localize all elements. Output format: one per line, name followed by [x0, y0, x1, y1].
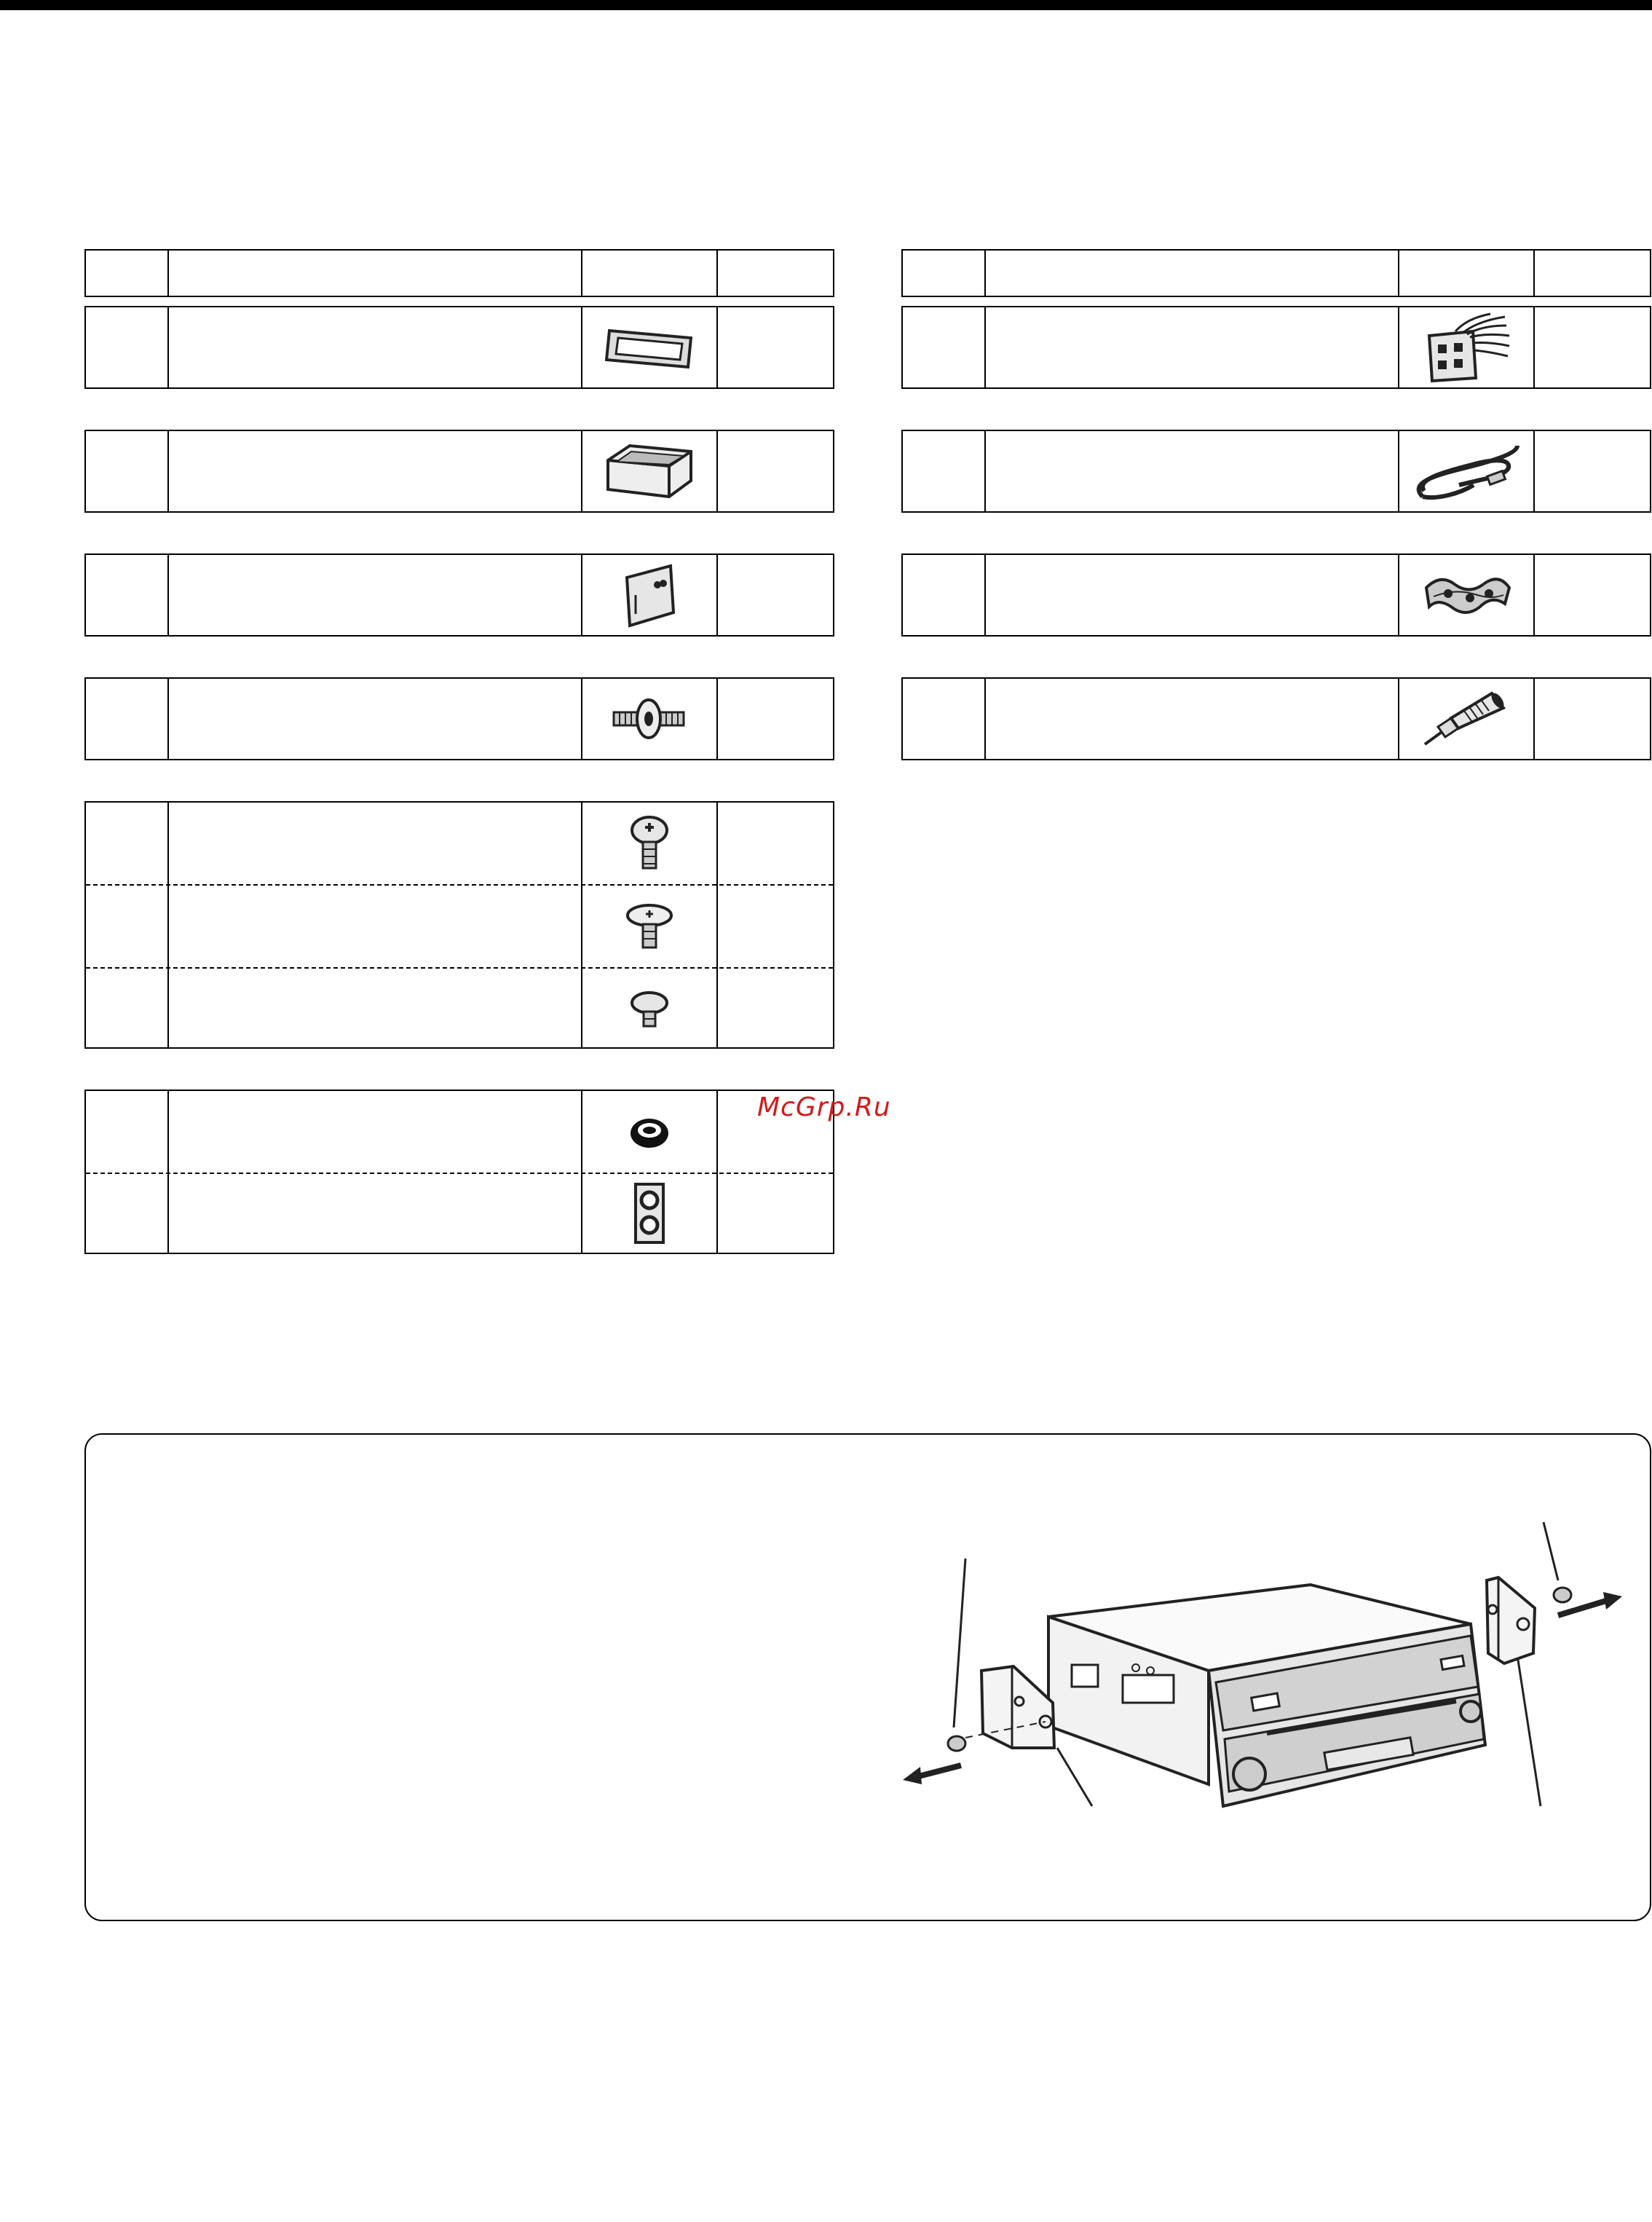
- row-separator: [86, 1173, 833, 1174]
- col-divider: [716, 307, 718, 387]
- col-divider: [716, 555, 718, 635]
- table-wiring-harness: [901, 306, 1651, 389]
- row-separator: [86, 967, 833, 969]
- lock-plate-icon: [582, 555, 716, 635]
- col-divider: [167, 307, 169, 387]
- table-antenna-adapter: [901, 677, 1651, 760]
- row-separator: [86, 884, 833, 886]
- cable-cord-icon: [1399, 431, 1533, 511]
- flat-head-screw-icon: [582, 886, 716, 967]
- col-divider: [716, 431, 718, 511]
- col-divider: [984, 307, 986, 387]
- table-rubber-parts: [84, 1090, 834, 1254]
- col-divider: [716, 1091, 718, 1253]
- col-divider: [984, 679, 986, 759]
- col-divider: [984, 251, 986, 296]
- top-rule: [0, 0, 1652, 10]
- table-screws: [84, 801, 834, 1049]
- col-divider: [167, 251, 169, 296]
- col-divider: [167, 555, 169, 635]
- table-cable: [901, 430, 1651, 513]
- col-divider: [167, 431, 169, 511]
- antenna-adapter-icon: [1399, 679, 1533, 759]
- col-divider: [167, 803, 169, 1047]
- table-header-left: [84, 249, 834, 297]
- round-head-screw-icon: [582, 803, 716, 884]
- col-divider: [984, 431, 986, 511]
- trim-plate-icon: [582, 307, 716, 387]
- col-divider: [581, 251, 582, 296]
- col-divider: [1533, 307, 1535, 387]
- rubber-cushion-icon: [582, 1091, 716, 1173]
- col-divider: [984, 555, 986, 635]
- table-mounting-sleeve: [84, 430, 834, 513]
- col-divider: [716, 251, 718, 296]
- col-divider: [1533, 251, 1535, 296]
- table-header-right: [901, 249, 1651, 297]
- col-divider: [167, 679, 169, 759]
- col-divider: [1533, 679, 1535, 759]
- small-screw-icon: [582, 969, 716, 1049]
- col-divider: [716, 679, 718, 759]
- table-trim-plate: [84, 306, 834, 389]
- col-divider: [1533, 431, 1535, 511]
- col-divider: [1533, 555, 1535, 635]
- double-washer-plate-icon: [582, 1174, 716, 1254]
- table-lock-plate: [84, 553, 834, 637]
- head-unit-bracket-removal-icon: [903, 1515, 1631, 1824]
- watermark: McGrp.Ru: [757, 1092, 891, 1122]
- col-divider: [167, 1091, 169, 1253]
- table-mounting-bolt: [84, 677, 834, 760]
- col-divider: [1398, 251, 1399, 296]
- mounting-bolt-icon: [582, 679, 716, 759]
- mounting-sleeve-icon: [582, 431, 716, 511]
- wiring-harness-connector-icon: [1399, 307, 1533, 387]
- cable-clamp-icon: [1399, 555, 1533, 635]
- table-cable-clamp: [901, 553, 1651, 637]
- col-divider: [716, 803, 718, 1047]
